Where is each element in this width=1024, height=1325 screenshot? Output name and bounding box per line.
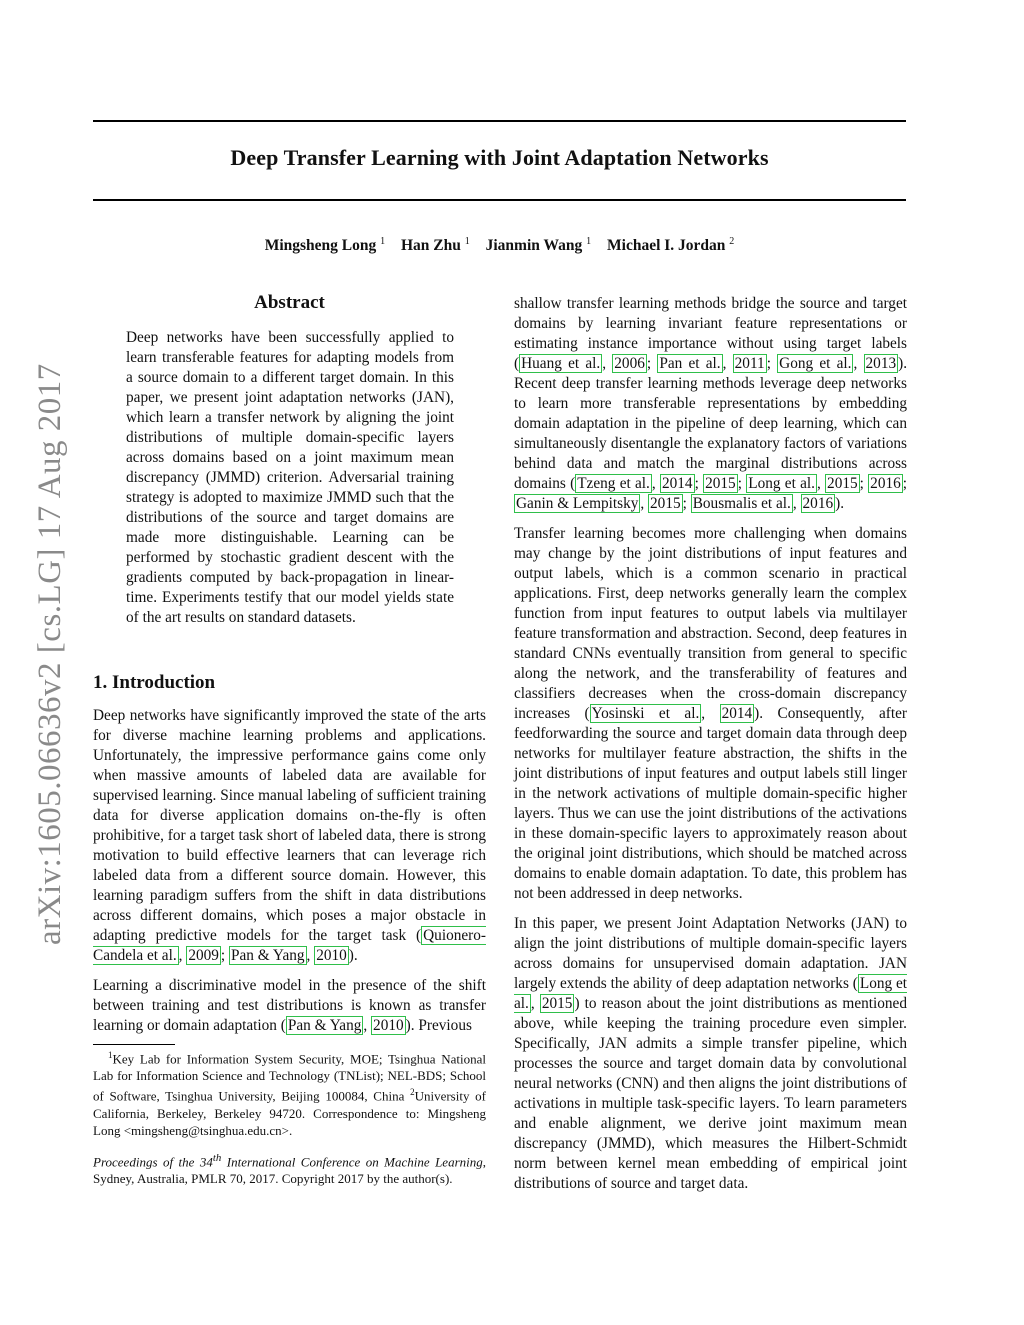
citation-link[interactable]: Pan & Yang	[231, 947, 305, 964]
citation-link[interactable]: 2006	[614, 355, 645, 372]
paper-title: Deep Transfer Learning with Joint Adaptation Networks	[230, 145, 769, 170]
citation-link[interactable]: 2015	[705, 475, 736, 492]
citation-link[interactable]: Pan et al.	[659, 355, 721, 372]
author: Han Zhu $^1$	[400, 236, 470, 255]
citation-link[interactable]: Tzeng et al.	[577, 475, 650, 492]
citation-link[interactable]: Bousmalis et al.	[692, 495, 791, 512]
proceedings-note: Proceedings of the 34th International Conference on Machine Learning, Sydney, Australia, PMLR 70, 2017. Copyright 2017 by the author(s).	[93, 1152, 486, 1187]
arxiv-stamp: arXiv:1605.06636v2 [cs.LG] 17 Aug 2017	[32, 363, 68, 945]
citation-link[interactable]: 2015	[650, 495, 681, 512]
author: Mingsheng Long $^1$	[264, 236, 386, 255]
citation-link[interactable]: Pan & Yang	[287, 1017, 362, 1034]
citation-link[interactable]: 2016	[802, 495, 834, 512]
citation-link[interactable]: 2013	[865, 355, 897, 372]
citation-link[interactable]: Gong et al.	[779, 355, 852, 372]
citation-link[interactable]: Quionero-Candela et al.	[93, 927, 486, 964]
title-rule-top	[93, 120, 906, 122]
citation-link[interactable]: 2009	[188, 947, 219, 964]
citation-link[interactable]: Long et al.	[748, 475, 815, 492]
right-column-body	[514, 294, 907, 1204]
citation-link[interactable]: 2016	[870, 475, 901, 492]
citation-link[interactable]: 2010	[316, 947, 347, 964]
intro-paragraph-2: Learning a discriminative model in the presence of the shift between training and test distributions is known as transfer learning or domain adaptation ( Pan & Yang , 2010 ). Previous	[93, 977, 486, 1034]
citation-link[interactable]: 2010	[373, 1017, 404, 1034]
left-column-body	[93, 706, 486, 1046]
citation-link[interactable]: 2015	[827, 475, 858, 492]
right-paragraph-2: Transfer learning becomes more challenging when domains may change by the joint distributions of input features and output labels, which is a common scenario in practical applications. First, deep networks generally learn the complex function from input features to output labels via multilayer feature transformation and abstraction. Second, deep features in standard CNNs eventually transition from general to specific along the network, and the transferability of features and classifiers decreases when the cross-domain discrepancy increases ( Yosinski et al. , 2014 ). Consequently, after feedforwarding the source and target domain data through deep networks for multilayer feature abstraction, the shifts in the joint distributions of input features and output labels still linger in the network activations of multiple domain-specific higher layers. Thus we can use the joint distributions of the activations in these domain-specific layers to approximately reason about the original joint distributions, which should be matched across domains to enable domain adaptation. To date, this problem has not been addressed in deep networks.	[514, 525, 907, 902]
citation-link[interactable]: 2011	[734, 355, 765, 372]
affiliation-footnote: $^1$Key Lab for Information System Security, MOE; Tsinghua National Lab for Information Science and Technology (TNList); NEL-BDS; School of Software, Tsinghua University, Beijing 100084, China $^2$University of California, Berkeley, Berkeley 94720. Correspondence to: Mingsheng Long <mingsheng@tsinghua.edu.cn>.	[93, 1050, 486, 1138]
introduction-heading: 1. Introduction	[93, 672, 216, 693]
abstract-heading: Abstract	[254, 292, 325, 313]
citation-link[interactable]: Ganin & Lempitsky	[516, 495, 639, 512]
citation-link[interactable]: Huang et al.	[521, 355, 601, 372]
citation-link[interactable]: 2014	[721, 705, 753, 722]
abstract-text: Deep networks have been successfully applied to learn transferable features for adapting models from a source domain to a different target domain. In this paper, we present joint adaptation networks (JAN), which learn a transfer network by aligning the joint distributions of multiple domain-specific layers across domains based on a joint maximum mean discrepancy (JMMD) criterion. Adversarial training strategy is adopted to maximize JMMD such that the distributions of the source and target domains are made more distinguishable. Learning can be performed by stochastic gradient descent with the gradients computed by back-propagation in linear-time. Experiments testify that our model yields state of the art results on standard datasets.	[126, 329, 454, 626]
citation-link[interactable]: Long et al.	[514, 975, 908, 1012]
author-list	[93, 236, 906, 255]
title-rule-bottom	[93, 199, 906, 201]
citation-link[interactable]: 2015	[541, 995, 573, 1012]
right-paragraph-3: In this paper, we present Joint Adaptation Networks (JAN) to align the joint distributions of multiple domain-specific layers across domains for unsupervised domain adaptation. JAN largely extends the ability of deep adaptation networks ( Long et al. , 2015 ) to reason about the joint distributions as mentioned above, while keeping the training procedure even simpler. Specifically, JAN admits a simple transfer pipeline, which processes the source and target domain data by convolutional neural networks (CNN) and then aligns the joint distributions of activations in multiple task-specific layers. To learn parameters and enable alignment, we derive joint maximum mean discrepancy (JMMD), which measures the Hilbert-Schmidt norm between kernel mean embedding of empirical joint distributions of source and target data.	[514, 915, 908, 1192]
citation-link[interactable]: Yosinski et al.	[591, 705, 700, 722]
author: Michael I. Jordan $^2$	[607, 236, 735, 255]
author: Jianmin Wang $^1$	[485, 236, 592, 255]
footnote-rule	[93, 1044, 175, 1045]
right-paragraph-1: shallow transfer learning methods bridge the source and target domains by learning invariant feature representations or estimating instance importance without using target labels ( Huang et al. , 2006 ; Pan et al. , 2011 ; Gong et al. , 2013 ). Recent deep transfer learning methods leverage deep networks to learn more transferable representations by embedding domain adaptation in the pipeline of deep learning, which can simultaneously disentangle the explanatory factors of variations behind data and match the marginal distributions across domains ( Tzeng et al. , 2014 ; 2015 ; Long et al. , 2015 ; 2016 ; Ganin & Lempitsky , 2015 ; Bousmalis et al. , 2016 ).	[514, 295, 908, 512]
intro-paragraph-1: Deep networks have significantly improved the state of the arts for diverse machine learning problems and applications. Unfortunately, the impressive performance gains come only when massive amounts of labeled data are available for supervised learning. Since manual labeling of sufficient training data for diverse application domains on-the-fly is often prohibitive, for a target task short of labeled data, there is strong motivation to build effective learners that can leverage rich labeled data from a different source domain. However, this learning paradigm suffers from the shift in data distributions across different domains, which poses a major obstacle in adapting predictive models for the target task ( Quionero-Candela et al. , 2009 ; Pan & Yang , 2010 ).	[93, 707, 486, 964]
citation-link[interactable]: 2014	[661, 475, 693, 492]
